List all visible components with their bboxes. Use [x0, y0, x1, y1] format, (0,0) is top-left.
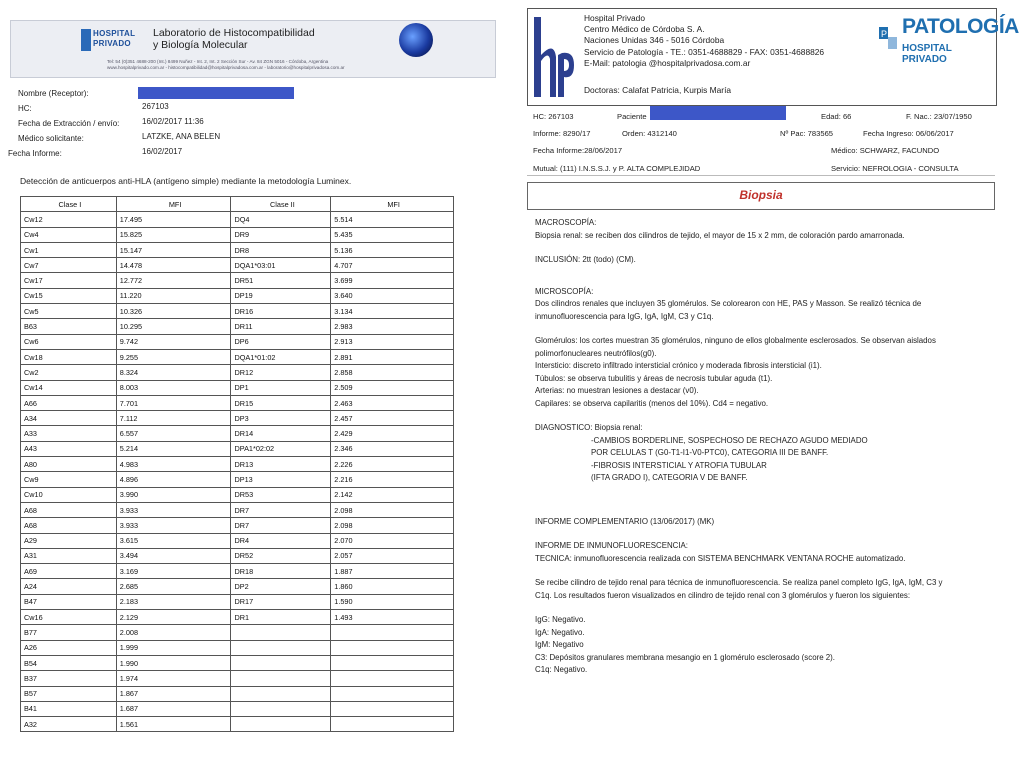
info-informe: Informe: 8290/17 — [533, 129, 591, 138]
table-row — [21, 349, 454, 364]
patologia-logo-icon — [878, 23, 900, 53]
info-mutual: Mutual: (111) I.N.S.S.J. y P. ALTA COMPLEJIDAD — [533, 164, 701, 173]
cell-mfi-i: 2.685 — [116, 579, 231, 594]
lab-report-header — [10, 20, 496, 78]
cell-clase-i: Cw4 — [21, 227, 117, 242]
cell-clase-ii: DR7 — [231, 502, 331, 517]
cell-mfi-ii: 2.509 — [331, 380, 454, 395]
column-header-mfi-i: MFI — [116, 197, 231, 212]
biopsy-report-body — [535, 217, 995, 677]
cell-clase-ii: DR18 — [231, 564, 331, 579]
cell-mfi-i: 1.687 — [116, 701, 231, 716]
cell-mfi-ii: 2.429 — [331, 426, 454, 441]
cell-clase-ii: DP2 — [231, 579, 331, 594]
cell-mfi-i: 1.974 — [116, 671, 231, 686]
cell-mfi-ii: 1.860 — [331, 579, 454, 594]
patologia-logo-title: PATOLOGÍA — [902, 15, 1019, 38]
lab-subtitle: Detección de anticuerpos anti-HLA (antígeno simple) mediante la metodología Luminex. — [20, 176, 352, 186]
cell-mfi-ii: 5.514 — [331, 212, 454, 227]
logo-line-1: HOSPITAL — [93, 29, 136, 38]
table-row — [21, 457, 454, 472]
institution-info — [584, 13, 834, 69]
cell-mfi-i: 3.494 — [116, 548, 231, 563]
table-row — [21, 579, 454, 594]
cell-mfi-i: 17.495 — [116, 212, 231, 227]
cell-mfi-ii — [331, 686, 454, 701]
cell-clase-i: A33 — [21, 426, 117, 441]
cell-clase-i: Cw6 — [21, 334, 117, 349]
table-row — [21, 548, 454, 563]
cell-mfi-i: 15.147 — [116, 242, 231, 257]
info-edad: Edad: 66 — [821, 112, 852, 121]
cell-mfi-i: 15.825 — [116, 227, 231, 242]
cell-mfi-i: 4.983 — [116, 457, 231, 472]
cell-clase-i: A80 — [21, 457, 117, 472]
inmunofluorescencia-title: INFORME DE INMUNOFLUORESCENCIA: — [535, 541, 689, 550]
divider — [527, 175, 995, 176]
result-c1q: C1q: Negativo. — [535, 665, 588, 674]
result-igm: IgM: Negativo — [535, 640, 584, 649]
cell-mfi-ii: 2.216 — [331, 472, 454, 487]
cell-clase-ii: DR17 — [231, 594, 331, 609]
cell-mfi-i: 14.478 — [116, 258, 231, 273]
lab-address — [107, 59, 487, 72]
info-servicio: Servicio: NEFROLOGIA - CONSULTA — [831, 164, 959, 173]
table-row — [21, 610, 454, 625]
table-row — [21, 564, 454, 579]
institution-line-4: Servicio de Patología - TE.: 0351-4688829 - FAX: 0351-4688826 — [584, 46, 825, 57]
lab-title-line-1: Laboratorio de Histocompatibilidad — [153, 27, 315, 39]
institution-line-3: Naciones Unidas 346 - 5016 Córdoba — [584, 35, 725, 46]
inclusion-text: INCLUSIÓN: 2tt (todo) (CM). — [535, 255, 636, 264]
cell-mfi-i: 7.701 — [116, 395, 231, 410]
patologia-logo-subtitle: HOSPITAL PRIVADO — [902, 43, 952, 65]
table-row — [21, 640, 454, 655]
micro-line-2: inmunofluorescencia para IgG, IgA, IgM, C3 y C1q. — [535, 311, 714, 321]
doctors-line: Doctoras: Calafat Patricia, Kurpis María — [584, 85, 732, 95]
result-igg: IgG: Negativo. — [535, 615, 586, 624]
cell-mfi-i: 9.255 — [116, 349, 231, 364]
cell-mfi-i: 1.867 — [116, 686, 231, 701]
cell-clase-i: Cw9 — [21, 472, 117, 487]
field-label-nombre: Nombre (Receptor): — [18, 89, 89, 98]
tecnica-line: TECNICA: inmunofluorescencia realizada con SISTEMA BENCHMARK VENTANA ROCHE automatizado. — [535, 553, 906, 563]
field-label-medico: Médico solicitante: — [18, 134, 84, 143]
logo-line-2: PRIVADO — [93, 39, 131, 48]
table-row — [21, 380, 454, 395]
svg-text:P: P — [881, 29, 888, 39]
cell-clase-i: Cw14 — [21, 380, 117, 395]
table-row — [21, 258, 454, 273]
cell-clase-ii: DR4 — [231, 533, 331, 548]
table-row — [21, 319, 454, 334]
hla-table-body — [21, 212, 454, 732]
table-row — [21, 625, 454, 640]
cell-clase-ii: DR16 — [231, 304, 331, 319]
table-row — [21, 395, 454, 410]
intersticio-line: Intersticio: discreto infiltrado intersticial crónico y moderada fibrosis intersticial (i1). — [535, 361, 822, 370]
cell-clase-ii: DR51 — [231, 273, 331, 288]
cell-clase-i: Cw15 — [21, 288, 117, 303]
table-row — [21, 426, 454, 441]
cell-clase-i: A29 — [21, 533, 117, 548]
institution-line-2: Centro Médico de Córdoba S. A. — [584, 24, 705, 35]
cell-mfi-ii — [331, 671, 454, 686]
column-header-clase-i: Clase I — [21, 197, 117, 212]
table-row — [21, 594, 454, 609]
hospital-logo-icon — [81, 29, 91, 51]
cell-mfi-ii: 2.463 — [331, 395, 454, 410]
table-row — [21, 441, 454, 456]
lab-address-line-1: Tel: 54 (0)351 4688-200 (Int.) 8499 Nuñez - Int. 2, Int. 2 Sección Sur - Av. 84 ZGN 5016 - Córdoba, Argentina — [107, 59, 329, 64]
cell-clase-i: A32 — [21, 717, 117, 732]
if-line-1: Se recibe cilindro de tejido renal para técnica de inmunofluorescencia. Se realiza panel completo IgG, IgA, IgM, C3 y — [535, 578, 943, 587]
cell-clase-ii: DR8 — [231, 242, 331, 257]
cell-mfi-ii: 2.891 — [331, 349, 454, 364]
table-row — [21, 502, 454, 517]
table-row — [21, 273, 454, 288]
cell-clase-i: A69 — [21, 564, 117, 579]
cell-clase-ii: DP6 — [231, 334, 331, 349]
cell-mfi-i: 8.003 — [116, 380, 231, 395]
institution-line-1: Hospital Privado — [584, 13, 645, 23]
cell-clase-i: Cw5 — [21, 304, 117, 319]
table-row — [21, 717, 454, 732]
cell-mfi-i: 8.324 — [116, 365, 231, 380]
field-value-hc: 267103 — [142, 102, 169, 111]
cell-mfi-ii: 3.640 — [331, 288, 454, 303]
cell-mfi-ii: 3.699 — [331, 273, 454, 288]
cell-clase-ii — [231, 686, 331, 701]
diagnostico-line-2: POR CELULAS T (G0-T1-I1-V0-PTC0), CATEGORIA III DE BANFF. — [591, 448, 829, 457]
table-row — [21, 288, 454, 303]
cell-mfi-ii: 1.887 — [331, 564, 454, 579]
cell-mfi-i: 3.615 — [116, 533, 231, 548]
globe-logo-icon — [399, 23, 433, 57]
redacted-patient-name — [650, 106, 786, 120]
capilares-line: Capilares: se observa capilaritis (menos del 10%). Cd4 = negativo. — [535, 398, 769, 408]
table-row — [21, 518, 454, 533]
cell-mfi-ii: 1.493 — [331, 610, 454, 625]
cell-mfi-i: 1.561 — [116, 717, 231, 732]
cell-mfi-ii — [331, 655, 454, 670]
cell-clase-i: B37 — [21, 671, 117, 686]
cell-mfi-i: 2.008 — [116, 625, 231, 640]
cell-mfi-ii: 2.457 — [331, 411, 454, 426]
lab-title-line-2: y Biología Molecular — [153, 39, 248, 51]
table-row — [21, 701, 454, 716]
cell-clase-ii — [231, 625, 331, 640]
cell-clase-i: A31 — [21, 548, 117, 563]
cell-clase-i: A26 — [21, 640, 117, 655]
glomerulos-line-2: polimorfonucleares neutrófilos(g0). — [535, 348, 657, 358]
arterias-line: Arterias: no muestran lesiones a destacar (v0). — [535, 386, 699, 395]
field-value-medico: LATZKE, ANA BELEN — [142, 132, 221, 141]
field-label-fecha-extraccion: Fecha de Extracción / envío: — [18, 119, 120, 128]
cell-clase-ii: DR52 — [231, 548, 331, 563]
cell-clase-ii: DP13 — [231, 472, 331, 487]
cell-mfi-ii: 2.098 — [331, 518, 454, 533]
column-header-mfi-ii: MFI — [331, 197, 454, 212]
cell-clase-i: Cw18 — [21, 349, 117, 364]
cell-mfi-ii: 2.142 — [331, 487, 454, 502]
cell-clase-i: Cw1 — [21, 242, 117, 257]
cell-mfi-i: 9.742 — [116, 334, 231, 349]
lab-title — [153, 27, 373, 51]
cell-mfi-ii: 2.057 — [331, 548, 454, 563]
diagnostico-line-1: -CAMBIOS BORDERLINE, SOSPECHOSO DE RECHAZO AGUDO MEDIADO — [591, 435, 868, 445]
cell-clase-ii — [231, 671, 331, 686]
cell-clase-ii: DR12 — [231, 365, 331, 380]
cell-clase-i: Cw10 — [21, 487, 117, 502]
cell-clase-ii: DR15 — [231, 395, 331, 410]
macro-title: MACROSCOPÍA: — [535, 218, 597, 227]
result-c3: C3: Depósitos granulares membrana mesangio en 1 glomérulo esclerosado (score 2). — [535, 652, 835, 662]
cell-clase-ii: DR11 — [231, 319, 331, 334]
micro-line-1: Dos cilindros renales que incluyen 35 glomérulos. Se colorearon con HE, PAS y Masson. Se realizó técnica de — [535, 299, 922, 308]
cell-mfi-ii: 2.226 — [331, 457, 454, 472]
hp-logo — [532, 15, 576, 99]
cell-clase-ii: DP19 — [231, 288, 331, 303]
cell-mfi-ii: 2.858 — [331, 365, 454, 380]
cell-mfi-ii — [331, 640, 454, 655]
micro-title: MICROSCOPÍA: — [535, 286, 594, 296]
table-row — [21, 304, 454, 319]
if-line-2: C1q. Los resultados fueron visualizados en cilindro de tejido renal con 3 glomérulos y fueron los siguientes: — [535, 590, 911, 600]
info-fnac: F. Nac.: 23/07/1950 — [906, 112, 972, 121]
glomerulos-line-1: Glomérulos: los cortes muestran 35 glomérulos, ninguno de ellos globalmente esclerosados. Se observan aislados — [535, 336, 936, 345]
table-row — [21, 671, 454, 686]
cell-mfi-ii: 5.435 — [331, 227, 454, 242]
table-row — [21, 655, 454, 670]
cell-mfi-i: 1.990 — [116, 655, 231, 670]
hp-logo-icon — [532, 15, 576, 99]
table-row — [21, 334, 454, 349]
cell-mfi-i: 2.129 — [116, 610, 231, 625]
cell-clase-ii: DPA1*02:02 — [231, 441, 331, 456]
cell-clase-i: Cw7 — [21, 258, 117, 273]
cell-mfi-i: 10.295 — [116, 319, 231, 334]
table-row — [21, 411, 454, 426]
cell-clase-i: B47 — [21, 594, 117, 609]
cell-mfi-ii: 1.590 — [331, 594, 454, 609]
cell-mfi-ii: 4.707 — [331, 258, 454, 273]
cell-clase-ii — [231, 701, 331, 716]
column-header-clase-ii: Clase II — [231, 197, 331, 212]
field-value-fecha-informe: 16/02/2017 — [142, 147, 183, 156]
informe-complementario: INFORME COMPLEMENTARIO (13/06/2017) (MK) — [535, 516, 715, 526]
cell-clase-ii: DR13 — [231, 457, 331, 472]
cell-mfi-i: 2.183 — [116, 594, 231, 609]
cell-mfi-ii — [331, 717, 454, 732]
hospital-privado-logo — [81, 29, 145, 51]
diagnostico-line-4: (IFTA GRADO I), CATEGORIA V DE BANFF. — [591, 473, 748, 482]
section-title-box — [527, 182, 995, 210]
cell-clase-ii — [231, 717, 331, 732]
cell-clase-i: Cw12 — [21, 212, 117, 227]
cell-clase-i: B77 — [21, 625, 117, 640]
cell-clase-ii: DR53 — [231, 487, 331, 502]
pathology-header — [527, 8, 1019, 106]
cell-clase-i: A68 — [21, 502, 117, 517]
tubulos-line: Túbulos: se observa tubulitis y áreas de necrosis tubular aguda (t1). — [535, 373, 773, 383]
info-paciente-label: Paciente — [617, 112, 647, 121]
info-orden: Orden: 4312140 — [622, 129, 677, 138]
cell-clase-ii: DR1 — [231, 610, 331, 625]
section-title-biopsia: Biopsia — [739, 188, 783, 202]
cell-mfi-i: 4.896 — [116, 472, 231, 487]
table-row — [21, 242, 454, 257]
cell-mfi-ii: 2.098 — [331, 502, 454, 517]
cell-clase-ii: DR9 — [231, 227, 331, 242]
cell-clase-ii: DQ4 — [231, 212, 331, 227]
diagnostico-line-3: -FIBROSIS INTERSTICIAL Y ATROFIA TUBULAR — [591, 460, 767, 470]
info-npac: Nº Pac: 783565 — [780, 129, 834, 138]
cell-clase-ii: DR7 — [231, 518, 331, 533]
cell-clase-i: B63 — [21, 319, 117, 334]
cell-mfi-ii: 2.070 — [331, 533, 454, 548]
result-iga: IgA: Negativo. — [535, 627, 585, 637]
cell-clase-i: Cw2 — [21, 365, 117, 380]
cell-clase-i: B54 — [21, 655, 117, 670]
cell-mfi-i: 3.933 — [116, 502, 231, 517]
cell-clase-ii: DR14 — [231, 426, 331, 441]
cell-mfi-ii: 5.136 — [331, 242, 454, 257]
info-fecha-informe: Fecha Informe:28/06/2017 — [533, 146, 623, 155]
cell-mfi-i: 6.557 — [116, 426, 231, 441]
cell-clase-ii: DP1 — [231, 380, 331, 395]
table-row — [21, 365, 454, 380]
lab-address-line-2: www.hospitalprivado.com.ar - histocompatibilidad@hospitalprivadosa.com.ar - laboratorio@hospitalprivadosa.com.ar — [107, 65, 345, 71]
cell-clase-i: Cw17 — [21, 273, 117, 288]
redacted-name — [138, 87, 294, 99]
cell-clase-ii — [231, 640, 331, 655]
cell-clase-i: B41 — [21, 701, 117, 716]
cell-clase-i: A66 — [21, 395, 117, 410]
diagnostico-title: DIAGNOSTICO: Biopsia renal: — [535, 423, 643, 432]
cell-mfi-ii: 2.913 — [331, 334, 454, 349]
cell-mfi-i: 5.214 — [116, 441, 231, 456]
table-row — [21, 686, 454, 701]
table-row — [21, 212, 454, 227]
table-header-row — [21, 197, 454, 212]
table-row — [21, 472, 454, 487]
cell-mfi-ii — [331, 625, 454, 640]
table-row — [21, 227, 454, 242]
cell-clase-ii: DQA1*03:01 — [231, 258, 331, 273]
cell-mfi-ii: 2.983 — [331, 319, 454, 334]
cell-mfi-i: 1.999 — [116, 640, 231, 655]
table-row — [21, 487, 454, 502]
info-hc: HC: 267103 — [533, 112, 574, 121]
cell-clase-i: B57 — [21, 686, 117, 701]
cell-clase-i: A24 — [21, 579, 117, 594]
field-label-hc: HC: — [18, 104, 32, 113]
cell-mfi-ii: 3.134 — [331, 304, 454, 319]
institution-line-5: E-Mail: patologia @hospitalprivadosa.com.ar — [584, 57, 751, 68]
cell-mfi-ii — [331, 701, 454, 716]
cell-clase-i: A34 — [21, 411, 117, 426]
cell-mfi-i: 3.169 — [116, 564, 231, 579]
cell-clase-ii: DQA1*01:02 — [231, 349, 331, 364]
info-medico: Médico: SCHWARZ, FACUNDO — [831, 146, 940, 155]
table-row — [21, 533, 454, 548]
hla-antibody-table — [20, 196, 454, 732]
cell-mfi-i: 7.112 — [116, 411, 231, 426]
cell-mfi-i: 3.933 — [116, 518, 231, 533]
cell-clase-ii — [231, 655, 331, 670]
cell-clase-i: A43 — [21, 441, 117, 456]
cell-mfi-i: 11.220 — [116, 288, 231, 303]
cell-mfi-ii: 2.346 — [331, 441, 454, 456]
macro-text: Biopsia renal: se reciben dos cilindros de tejido, el mayor de 15 x 2 mm, de coloración pardo amarronada. — [535, 230, 905, 240]
field-value-fecha-extraccion: 16/02/2017 11:36 — [142, 117, 204, 126]
cell-clase-ii: DP3 — [231, 411, 331, 426]
info-fecha-ingreso: Fecha Ingreso: 06/06/2017 — [863, 129, 954, 138]
patologia-logo — [878, 15, 1019, 71]
cell-clase-i: Cw16 — [21, 610, 117, 625]
cell-clase-i: A68 — [21, 518, 117, 533]
field-label-fecha-informe: Fecha Informe: — [8, 149, 62, 158]
cell-mfi-i: 12.772 — [116, 273, 231, 288]
cell-mfi-i: 3.990 — [116, 487, 231, 502]
cell-mfi-i: 10.326 — [116, 304, 231, 319]
